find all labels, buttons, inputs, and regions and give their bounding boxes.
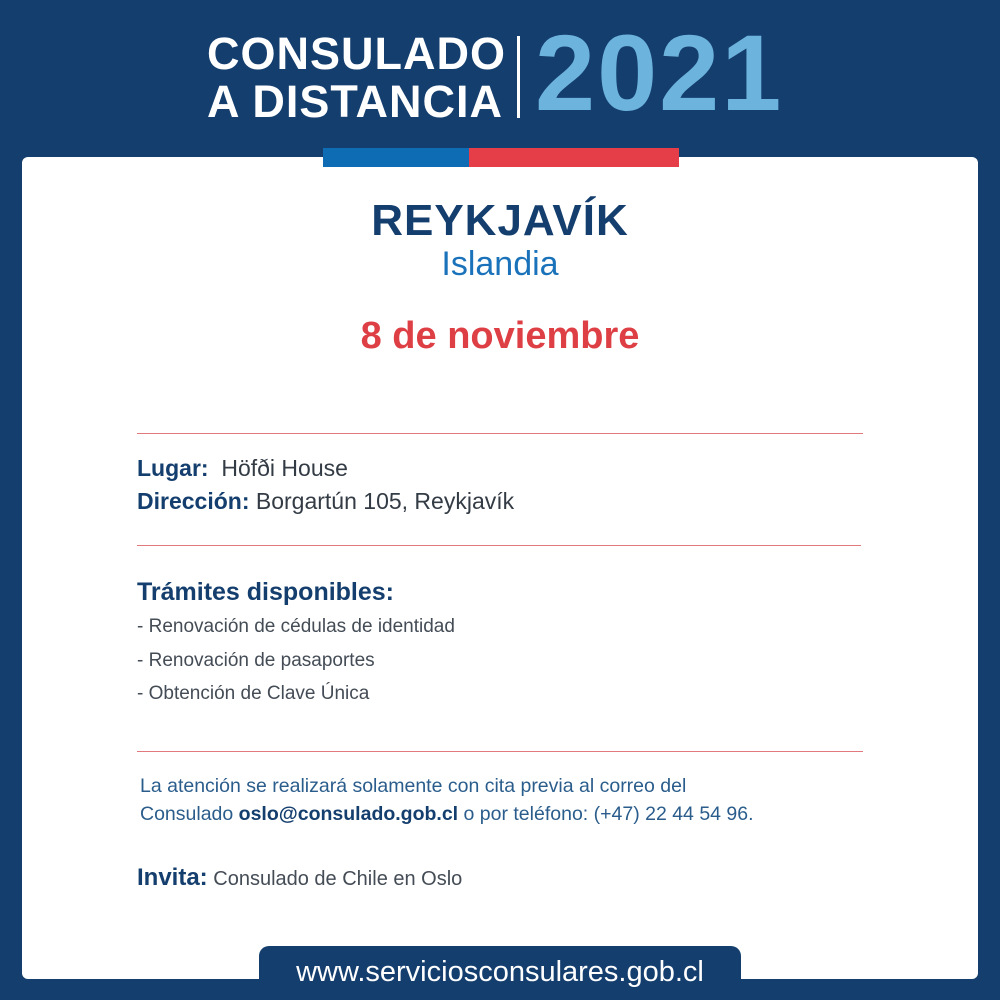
invita-value: Consulado de Chile en Oslo: [213, 868, 463, 890]
footer-url-link[interactable]: www.serviciosconsulares.gob.cl: [296, 956, 704, 988]
flag-stripe-blue: [323, 148, 469, 167]
flag-stripe-red: [469, 148, 679, 167]
divider-3: [137, 751, 863, 752]
tramite-item: - Renovación de cédulas de identidad: [137, 616, 455, 637]
consulate-email-link[interactable]: oslo@consulado.gob.cl: [238, 803, 459, 825]
note-line2-suffix: o por teléfono: (+47) 22 44 54 96.: [458, 803, 754, 825]
lugar-label: Lugar:: [137, 455, 209, 481]
appointment-note: [140, 772, 880, 828]
header-title: [207, 30, 507, 126]
invita-label: Invita:: [137, 864, 208, 891]
lugar-value: Höfði House: [221, 455, 348, 481]
divider-1: [137, 433, 863, 434]
event-country: Islandia: [441, 245, 559, 283]
header-title-line2: A DISTANCIA: [207, 76, 503, 127]
header-title-line1: CONSULADO: [207, 28, 506, 79]
invita-row: [137, 862, 462, 895]
direccion-value: Borgartún 105, Reykjavík: [255, 488, 515, 514]
divider-2: [137, 545, 861, 546]
direccion-label: Dirección:: [137, 488, 250, 514]
lugar-row: [137, 453, 348, 483]
event-city: REYKJAVÍK: [371, 196, 629, 245]
note-line2-prefix: Consulado: [140, 803, 239, 825]
header-year: 2021: [535, 12, 784, 133]
note-line1: La atención se realizará solamente con cita previa al correo del: [140, 775, 687, 797]
tramites-title: Trámites disponibles:: [137, 578, 395, 606]
note-line2: [140, 800, 880, 828]
direccion-row: [137, 486, 514, 516]
footer-url-box: [259, 946, 741, 1000]
header-banner: [0, 0, 1000, 160]
tramite-item: - Obtención de Clave Única: [137, 683, 370, 704]
header-divider: [517, 36, 520, 118]
event-date: 8 de noviembre: [360, 315, 640, 357]
tramite-item: - Renovación de pasaportes: [137, 650, 375, 671]
